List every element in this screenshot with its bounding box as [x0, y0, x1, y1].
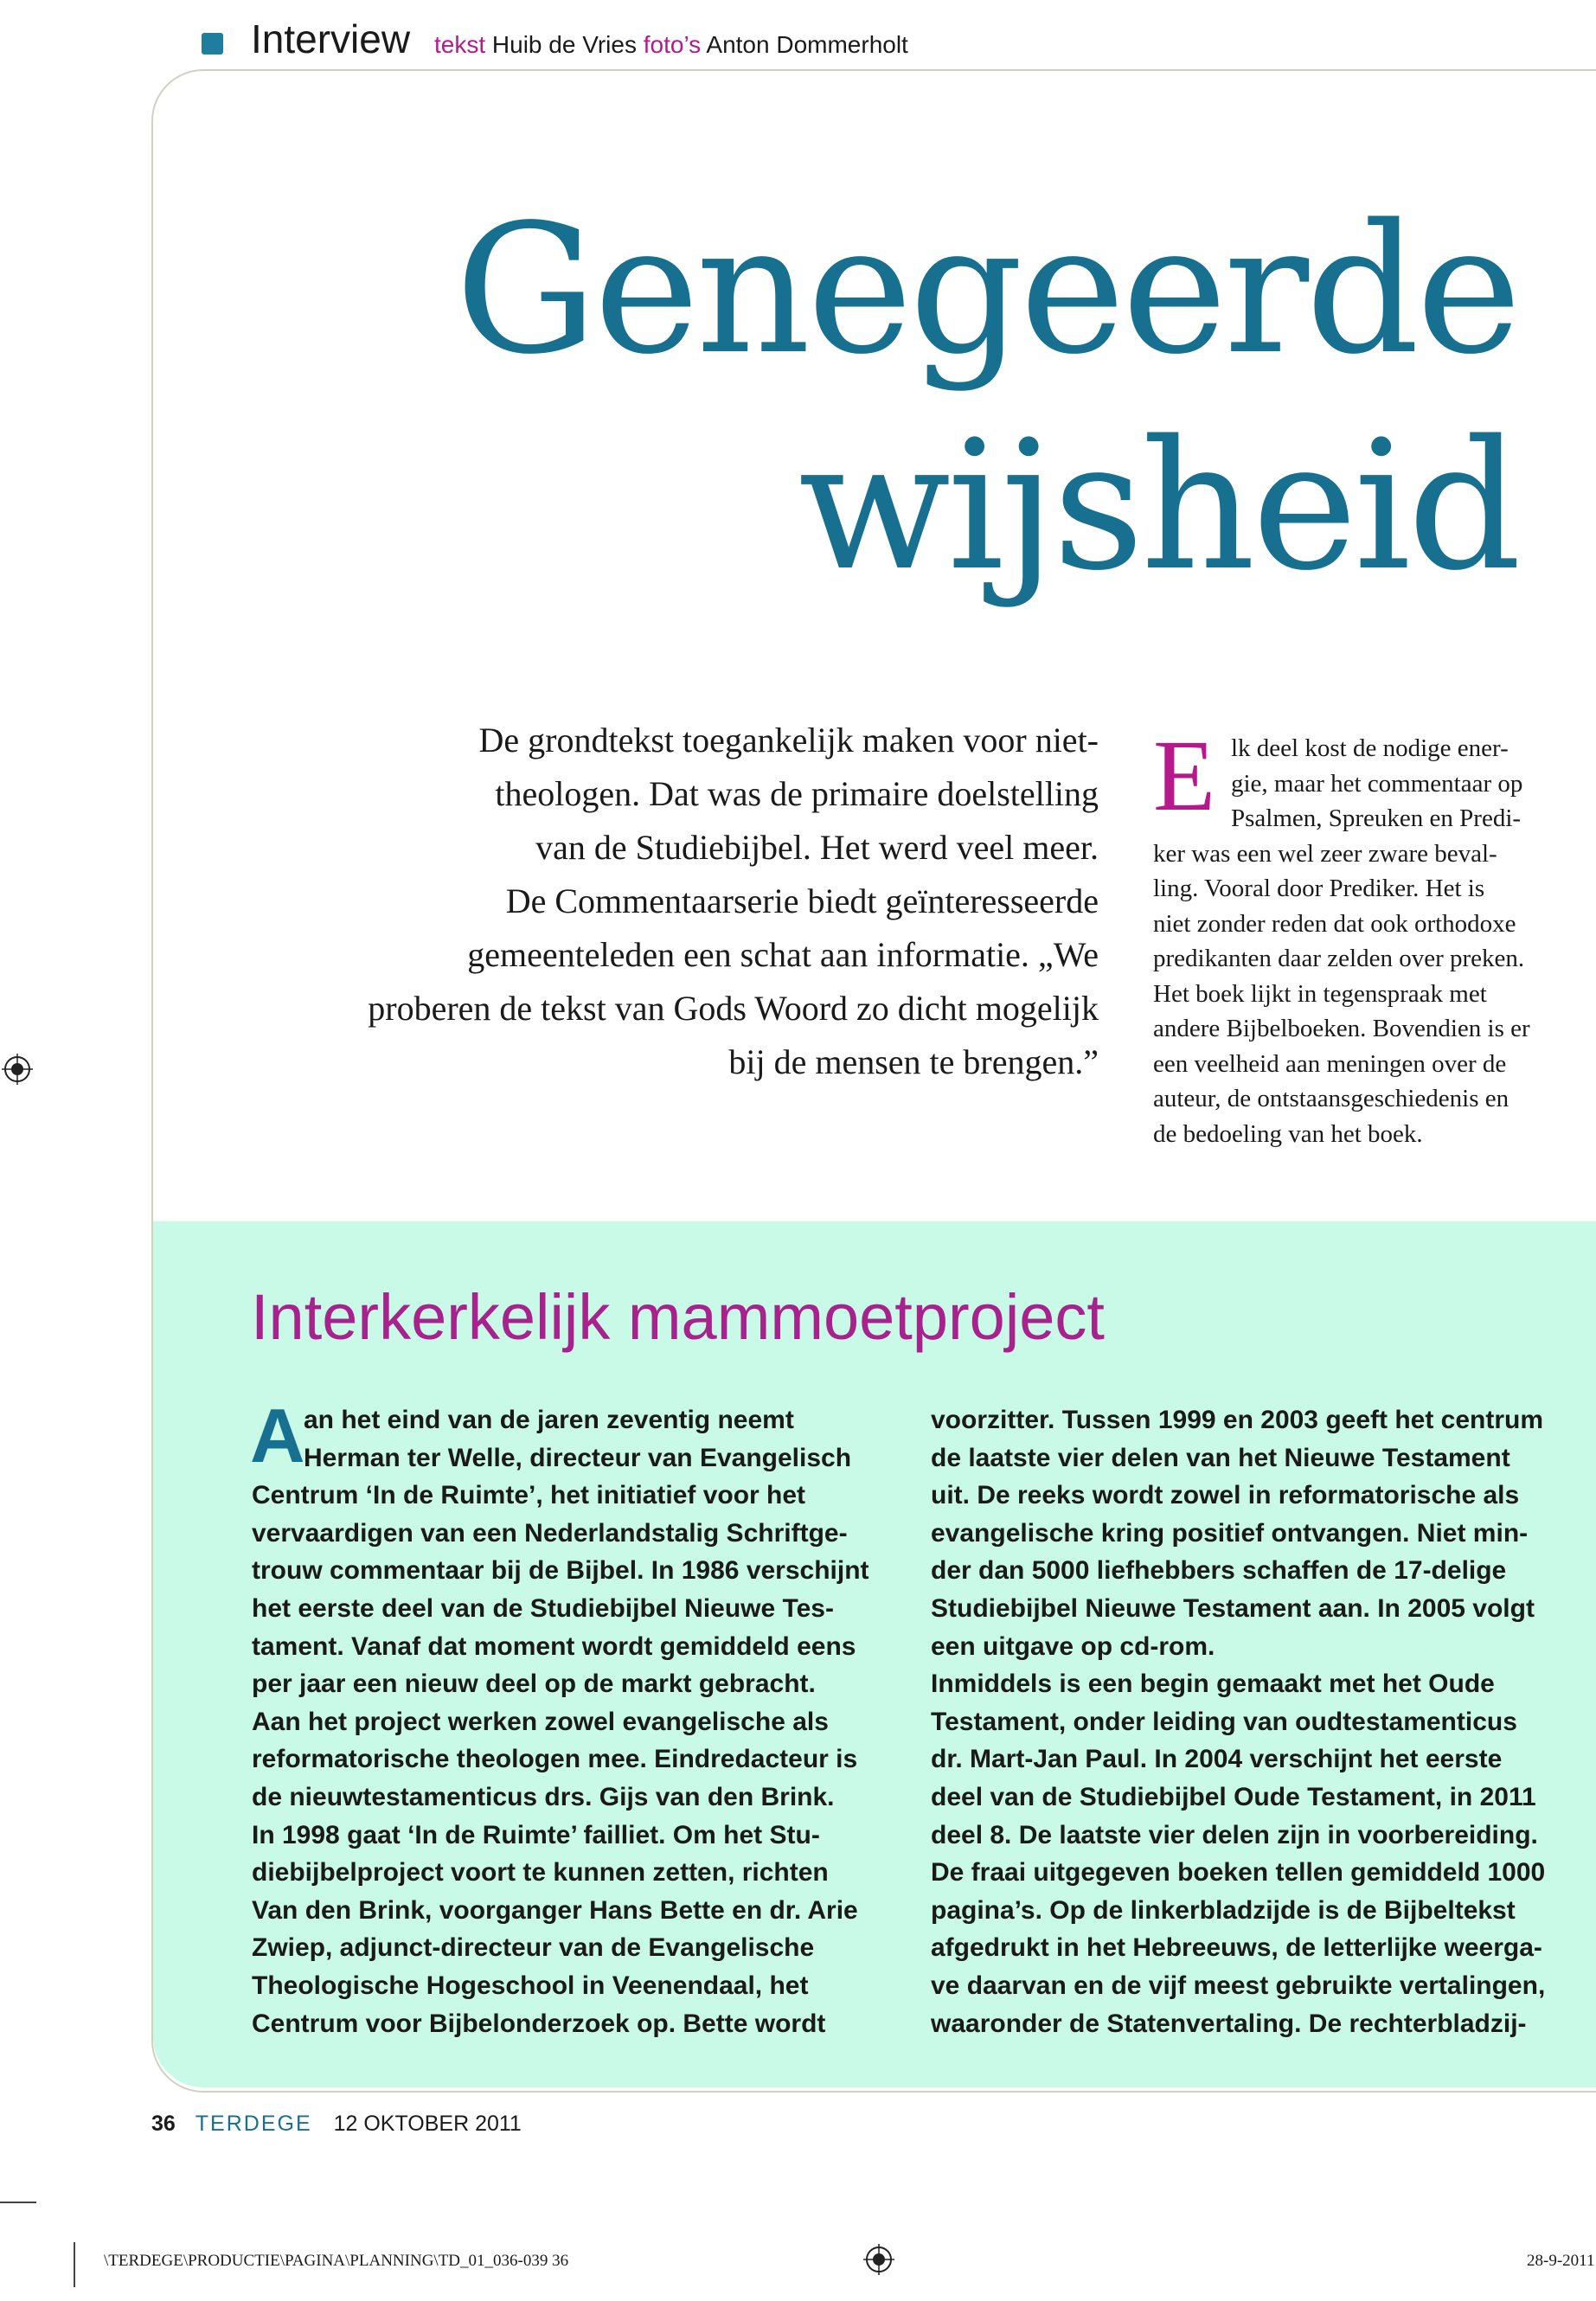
- body-line: vervaardigen van een Nederlandstalig Schriftge-: [252, 1518, 848, 1548]
- body-line: de laatste vier delen van het Nieuwe Testament: [931, 1443, 1510, 1472]
- body-line: diebijbelproject voort te kunnen zetten, richten: [252, 1858, 829, 1888]
- intro-paragraph: [260, 714, 1099, 1089]
- sidebar-line: auteur, de ontstaansgeschiedenis en: [1153, 1085, 1509, 1112]
- body-line: der dan 5000 liefhebbers schaffen de 17-delige: [931, 1556, 1507, 1586]
- sidebar-line: de bedoeling van het boek.: [1153, 1119, 1423, 1148]
- intro-line: De Commentaarserie biedt geïnteresseerde: [505, 881, 1099, 920]
- sidebar-line: predikanten daar zelden over preken.: [1153, 945, 1525, 972]
- sidebar-line: Psalmen, Spreuken en Predi-: [1231, 804, 1522, 832]
- title-line-2: wijsheid: [798, 402, 1518, 610]
- sidebar-column: [1153, 731, 1586, 1151]
- intro-line: bij de mensen te brengen.”: [728, 1042, 1099, 1081]
- intro-line: van de Studiebijbel. Het werd veel meer.: [535, 828, 1099, 867]
- body-line: Centrum voor Bijbelonderzoek op. Bette wordt: [252, 2009, 826, 2038]
- credit-text-label: tekst: [434, 31, 486, 58]
- page-number: 36: [151, 2112, 176, 2136]
- body-line: ve daarvan en de vijf meest gebruikte vertalingen,: [931, 1971, 1546, 2000]
- body-line: tament. Vanaf dat moment wordt gemiddeld eens: [252, 1631, 856, 1661]
- info-box-dropcap: A: [250, 1393, 305, 1478]
- body-line: reformatorische theologen mee. Eindredacteur is: [252, 1745, 858, 1774]
- sidebar-line: andere Bijbelboeken. Bovendien is er: [1153, 1015, 1530, 1042]
- crop-mark: [0, 2202, 36, 2203]
- page-folio: [151, 2111, 522, 2137]
- magazine-name: TERDEGE: [195, 2112, 312, 2136]
- body-line: In 1998 gaat ‘In de Ruimte’ failliet. Om het Stu-: [252, 1820, 820, 1849]
- sidebar-line: een veelheid aan meningen over de: [1153, 1049, 1507, 1078]
- body-line: Herman ter Welle, directeur van Evangelisch: [304, 1443, 852, 1472]
- intro-line: proberen de tekst van Gods Woord zo dicht mogelijk: [368, 989, 1099, 1028]
- title-line-1: Genegeerde: [455, 186, 1518, 394]
- body-line: per jaar een nieuw deel op de markt gebracht.: [252, 1670, 816, 1699]
- info-box-right-column: [931, 1401, 1588, 2042]
- intro-line: De grondtekst toegankelijk maken voor niet-: [478, 721, 1099, 760]
- body-line: trouw commentaar bij de Bijbel. In 1986 verschijnt: [252, 1556, 869, 1586]
- body-line: afgedrukt in het Hebreeuws, de letterlijke weerga-: [931, 1933, 1542, 1963]
- info-box-heading: Interkerkelijk mammoetproject: [251, 1281, 1105, 1353]
- body-line: Inmiddels is een begin gemaakt met het Oude: [931, 1670, 1495, 1699]
- sidebar-line: niet zonder reden dat ook orthodoxe: [1153, 909, 1516, 938]
- sidebar-line: Het boek lijkt in tegenspraak met: [1153, 979, 1487, 1008]
- body-line: de nieuwtestamenticus drs. Gijs van den Brink.: [252, 1782, 835, 1811]
- issue-date: 12 OKTOBER 2011: [333, 2112, 522, 2136]
- body-line: uit. De reeks wordt zowel in reformatorische als: [931, 1481, 1520, 1510]
- body-line: dr. Mart-Jan Paul. In 2004 verschijnt het eerste: [931, 1745, 1503, 1774]
- body-line: deel van de Studiebijbel Oude Testament, in 2011: [931, 1782, 1536, 1811]
- body-line: voorzitter. Tussen 1999 en 2003 geeft het centrum: [931, 1406, 1544, 1434]
- body-line: Zwiep, adjunct-directeur van de Evangelische: [252, 1933, 815, 1963]
- body-line: Testament, onder leiding van oudtestamenticus: [931, 1707, 1517, 1736]
- body-line: De fraai uitgegeven boeken tellen gemiddeld 1000: [931, 1858, 1546, 1888]
- production-date: 28-9-2011: [1527, 2252, 1595, 2270]
- sidebar-line: gie, maar het commentaar op: [1231, 769, 1523, 798]
- article-title: [346, 182, 1518, 614]
- body-line: een uitgave op cd-rom.: [931, 1631, 1215, 1661]
- body-line: deel 8. De laatste vier delen zijn in voorbereiding.: [931, 1820, 1538, 1849]
- sidebar-dropcap: E: [1153, 719, 1216, 832]
- intro-line: gemeenteleden een schat aan informatie. „We: [467, 935, 1099, 974]
- sidebar-line: lk deel kost de nodige ener-: [1231, 734, 1509, 762]
- section-marker-square: [202, 33, 223, 54]
- body-line: Theologische Hogeschool in Veenendaal, het: [252, 1971, 809, 2000]
- sidebar-line: ker was een wel zeer zware beval-: [1153, 839, 1497, 868]
- section-label: Interview: [251, 16, 411, 61]
- body-line: Van den Brink, voorganger Hans Bette en dr. Arie: [252, 1895, 858, 1925]
- credit-photo-name: Anton Dommerholt: [706, 31, 908, 58]
- body-line: Centrum ‘In de Ruimte’, het initiatief voor het: [252, 1481, 806, 1510]
- body-line: pagina’s. Op de linkerbladzijde is de Bijbeltekst: [931, 1895, 1516, 1925]
- body-line: waaronder de Statenvertaling. De rechterbladzij-: [931, 2009, 1527, 2038]
- body-line: het eerste deel van de Studiebijbel Nieuwe Tes-: [252, 1593, 834, 1623]
- body-line: evangelische kring positief ontvangen. Niet min-: [931, 1518, 1529, 1548]
- credit-text-name: Huib de Vries: [491, 31, 637, 58]
- body-line: an het eind van de jaren zeventig neemt: [304, 1406, 794, 1434]
- registration-mark-icon: [863, 2244, 894, 2275]
- info-box-left-column: [252, 1401, 875, 2042]
- credit-line: [434, 29, 908, 61]
- sidebar-line: ling. Vooral door Prediker. Het is: [1153, 875, 1485, 902]
- crop-mark: [74, 2242, 75, 2287]
- production-slug: \TERDEGE\PRODUCTIE\PAGINA\PLANNING\TD_01_036-039 36: [104, 2252, 569, 2270]
- intro-line: theologen. Dat was de primaire doelstelling: [495, 774, 1099, 813]
- credit-photo-label: foto’s: [643, 31, 702, 58]
- body-line: Aan het project werken zowel evangelische als: [252, 1707, 829, 1736]
- body-line: Studiebijbel Nieuwe Testament aan. In 2005 volgt: [931, 1593, 1535, 1623]
- registration-mark-icon: [2, 1054, 33, 1085]
